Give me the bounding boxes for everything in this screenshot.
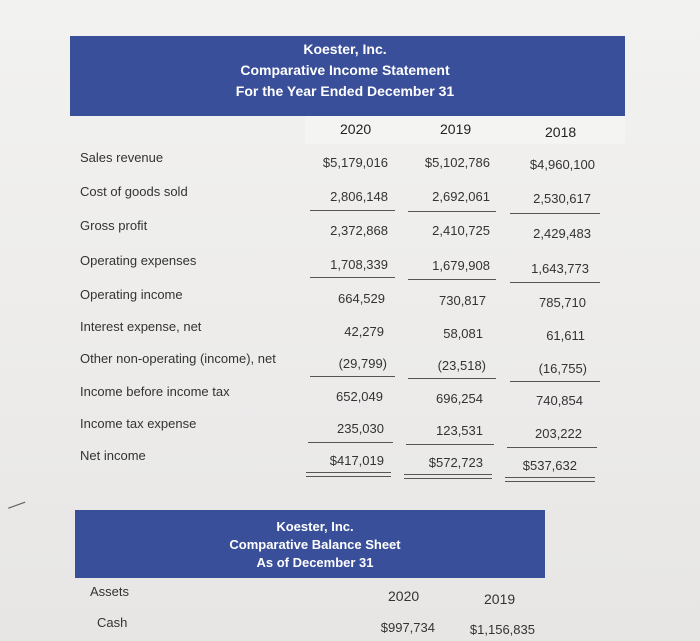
balance-year-2020: 2020	[388, 588, 420, 604]
cell-operating-expenses-2020: 1,708,339	[330, 257, 388, 272]
income-year-header-row	[305, 116, 625, 144]
cell-income-before-tax-2018: 740,854	[536, 393, 583, 408]
row-label-cash: Cash	[97, 615, 128, 630]
balance-section-assets: Assets	[90, 584, 130, 599]
cell-other-non-operating-2018: (16,755)	[538, 361, 587, 376]
balance-company-name: Koester, Inc.	[276, 519, 354, 534]
cell-net-income-2020: $417,019	[329, 453, 384, 468]
row-label-operating-expenses: Operating expenses	[80, 253, 197, 268]
cell-gross-profit-2018: 2,429,483	[533, 226, 591, 241]
row-label-net-income: Net income	[80, 448, 146, 463]
cell-cogs-2020: 2,806,148	[330, 189, 388, 204]
cell-cogs-2018: 2,530,617	[533, 191, 591, 206]
cell-income-before-tax-2020: 652,049	[336, 389, 383, 404]
underline-tax-2020	[308, 442, 393, 443]
underline-opex-2019	[408, 279, 496, 280]
underline-cogs-2020	[310, 210, 395, 211]
cell-income-tax-expense-2020: 235,030	[337, 421, 384, 436]
double-underline-net-2019	[404, 474, 492, 479]
cell-income-tax-expense-2019: 123,531	[436, 423, 483, 438]
cell-income-before-tax-2019: 696,254	[436, 391, 483, 406]
underline-opex-2018	[510, 282, 600, 283]
balance-year-2019: 2019	[484, 591, 516, 607]
row-label-other-non-operating: Other non-operating (income), net	[80, 351, 276, 366]
cell-other-non-operating-2019: (23,518)	[437, 358, 486, 373]
year-header-2020: 2020	[340, 121, 372, 137]
underline-other-2018	[510, 381, 600, 382]
cell-interest-expense-2020: 42,279	[344, 324, 384, 339]
row-label-interest-expense: Interest expense, net	[80, 319, 202, 334]
cell-operating-expenses-2019: 1,679,908	[432, 258, 490, 273]
row-label-sales-revenue: Sales revenue	[80, 150, 164, 165]
cell-income-tax-expense-2018: 203,222	[535, 426, 582, 441]
year-header-2019: 2019	[440, 121, 472, 137]
underline-tax-2019	[406, 444, 494, 445]
cell-cogs-2019: 2,692,061	[432, 189, 490, 204]
underline-other-2020	[310, 376, 395, 377]
cell-other-non-operating-2020: (29,799)	[338, 356, 387, 371]
cell-cash-2020: $997,734	[380, 620, 435, 635]
cell-cash-2019: $1,156,835	[469, 622, 535, 637]
cell-operating-income-2020: 664,529	[338, 291, 385, 306]
year-header-2018: 2018	[545, 124, 577, 140]
balance-sheet-header	[75, 510, 545, 578]
double-underline-net-2020	[306, 472, 391, 477]
row-label-cost-of-goods-sold: Cost of goods sold	[80, 184, 188, 199]
row-label-income-before-tax: Income before income tax	[80, 384, 230, 399]
cell-operating-expenses-2018: 1,643,773	[531, 261, 589, 276]
cell-operating-income-2018: 785,710	[539, 295, 586, 310]
cell-operating-income-2019: 730,817	[439, 293, 486, 308]
cell-gross-profit-2019: 2,410,725	[432, 223, 490, 238]
cell-interest-expense-2018: 61,611	[546, 328, 585, 343]
balance-sheet-period: As of December 31	[256, 555, 374, 570]
row-label-income-tax-expense: Income tax expense	[80, 416, 197, 431]
cell-net-income-2019: $572,723	[428, 455, 483, 470]
cell-gross-profit-2020: 2,372,868	[330, 223, 388, 238]
cell-net-income-2018: $537,632	[522, 458, 577, 473]
underline-tax-2018	[507, 447, 597, 448]
cell-sales-revenue-2018: $4,960,100	[529, 157, 595, 172]
underline-cogs-2018	[510, 213, 600, 214]
underline-other-2019	[408, 378, 496, 379]
double-underline-net-2018	[505, 477, 595, 482]
row-label-operating-income: Operating income	[80, 287, 183, 302]
balance-sheet-title: Comparative Balance Sheet	[229, 537, 401, 552]
income-statement-header	[70, 36, 625, 116]
income-company-name: Koester, Inc.	[303, 41, 387, 57]
income-statement-period: For the Year Ended December 31	[235, 83, 455, 99]
pen-tick-mark	[5, 492, 26, 508]
income-statement-title: Comparative Income Statement	[240, 62, 450, 78]
cell-sales-revenue-2019: $5,102,786	[424, 155, 490, 170]
cell-interest-expense-2019: 58,081	[443, 326, 483, 341]
row-label-gross-profit: Gross profit	[80, 218, 148, 233]
underline-opex-2020	[310, 277, 395, 278]
cell-sales-revenue-2020: $5,179,016	[322, 155, 388, 170]
underline-cogs-2019	[408, 211, 496, 212]
